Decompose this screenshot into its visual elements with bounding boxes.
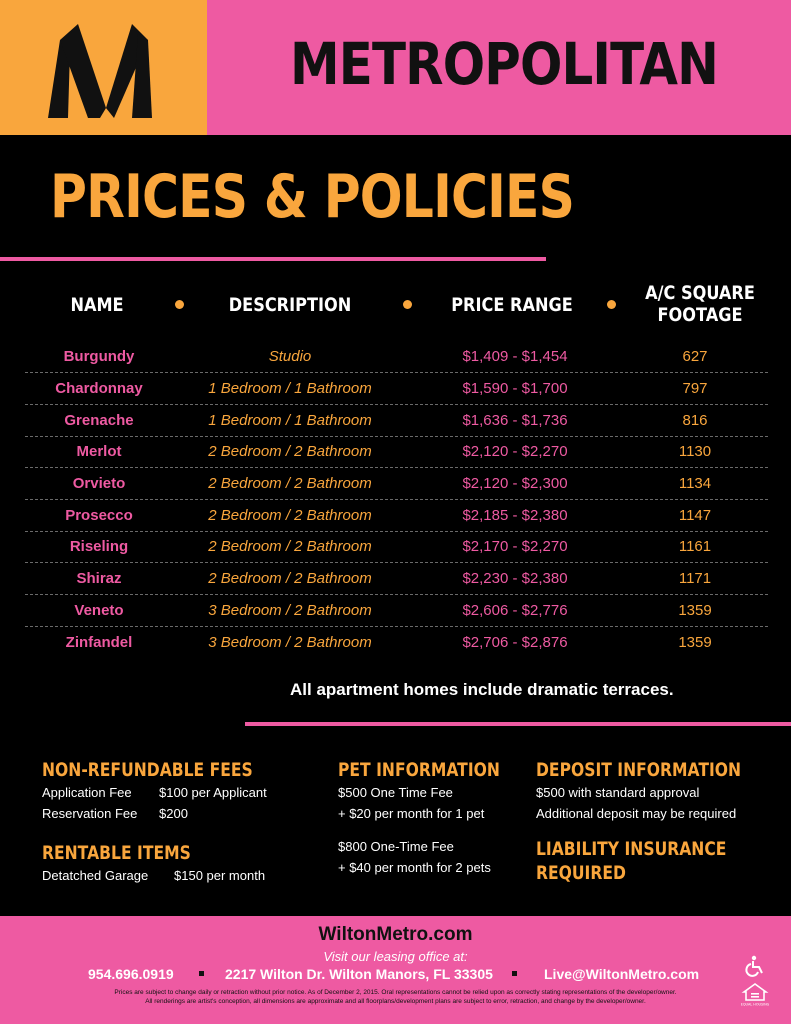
divider xyxy=(0,257,546,261)
unit-name: Burgundy xyxy=(63,348,135,365)
unit-sqft: 797 xyxy=(682,380,708,397)
unit-sqft: 1161 xyxy=(678,538,712,555)
logo xyxy=(0,0,207,135)
reservation-fee-label: Reservation Fee xyxy=(42,806,138,821)
footer xyxy=(0,916,791,1024)
table-row xyxy=(25,341,768,373)
unit-description: 1 Bedroom / 1 Bathroom xyxy=(208,412,372,429)
unit-description: 2 Bedroom / 2 Bathroom xyxy=(208,507,372,524)
insurance-line1: LIABILITY INSURANCE xyxy=(536,838,727,860)
table-row xyxy=(25,627,768,659)
unit-price: $1,590 - $1,700 xyxy=(462,380,568,397)
pet-line: $800 One-Time Fee xyxy=(338,839,454,854)
deposit-heading: DEPOSIT INFORMATION xyxy=(536,759,742,781)
bullet-dot xyxy=(175,300,184,309)
unit-sqft: 1359 xyxy=(678,602,712,619)
divider xyxy=(245,722,791,726)
unit-description: 2 Bedroom / 2 Bathroom xyxy=(208,443,372,460)
unit-price: $2,706 - $2,876 xyxy=(462,634,568,651)
unit-price: $2,606 - $2,776 xyxy=(462,602,568,619)
bullet-dot xyxy=(403,300,412,309)
pet-line: + $20 per month for 1 pet xyxy=(338,806,485,821)
table-row xyxy=(25,468,768,500)
fees-heading: NON-REFUNDABLE FEES xyxy=(42,759,253,781)
unit-name: Merlot xyxy=(76,443,122,460)
reservation-fee-value: $200 xyxy=(159,806,188,821)
disclaimer-line2: All renderings are artist's conception, all dimensions are approximate and all floorplans/development plans are subject to error, retraction, and change by the developer/owner. xyxy=(145,998,646,1005)
disclaimer-line1: Prices are subject to change daily or retraction without prior notice. As of December 2, 2015. Oral representations cannot be relied upon as correctly stating representations of the developer/owner. xyxy=(114,989,677,996)
unit-sqft: 1130 xyxy=(678,443,712,460)
deposit-line: Additional deposit may be required xyxy=(536,806,737,821)
table-row xyxy=(25,405,768,437)
unit-price: $2,185 - $2,380 xyxy=(462,507,568,524)
unit-price: $2,120 - $2,270 xyxy=(462,443,568,460)
insurance-heading xyxy=(536,837,726,885)
insurance-line2: REQUIRED xyxy=(536,862,626,884)
table-row xyxy=(25,595,768,627)
unit-description: 2 Bedroom / 2 Bathroom xyxy=(208,570,372,587)
unit-price: $1,409 - $1,454 xyxy=(462,348,568,365)
metropolitan-logo-icon xyxy=(48,20,158,120)
address: 2217 Wilton Dr. Wilton Manors, FL 33305 xyxy=(225,966,493,982)
garage-label: Detatched Garage xyxy=(42,868,149,883)
unit-description: 3 Bedroom / 2 Bathroom xyxy=(208,634,372,651)
phone-number[interactable]: 954.696.0919 xyxy=(88,966,174,982)
column-header-sqft-line2: FOOTAGE xyxy=(657,304,743,326)
equal-housing-text: EQUAL HOUSING xyxy=(740,1002,770,1007)
column-header-sqft-line1: A/C SQUARE xyxy=(645,282,755,304)
column-header-price: PRICE RANGE xyxy=(451,294,573,316)
separator-dot xyxy=(199,971,204,976)
unit-name: Riseling xyxy=(69,538,129,555)
rentable-heading: RENTABLE ITEMS xyxy=(42,842,191,864)
unit-name: Shiraz xyxy=(76,570,122,587)
brand-name: METROPOLITAN xyxy=(290,30,719,98)
unit-name: Orvieto xyxy=(72,475,126,492)
email-link[interactable]: Live@WiltonMetro.com xyxy=(544,966,700,982)
website-link[interactable]: WiltonMetro.com xyxy=(318,924,473,945)
pet-line: $500 One Time Fee xyxy=(338,785,453,800)
column-header-name: NAME xyxy=(70,294,124,316)
unit-price: $1,636 - $1,736 xyxy=(462,412,568,429)
unit-description: 2 Bedroom / 2 Bathroom xyxy=(208,475,372,492)
accessibility-icon xyxy=(744,955,766,977)
unit-sqft: 627 xyxy=(682,348,708,365)
separator-dot xyxy=(512,971,517,976)
unit-name: Veneto xyxy=(74,602,124,619)
application-fee-label: Application Fee xyxy=(42,785,132,800)
unit-sqft: 1134 xyxy=(678,475,712,492)
column-header-description: DESCRIPTION xyxy=(228,294,352,316)
garage-value: $150 per month xyxy=(174,868,266,883)
unit-description: Studio xyxy=(268,348,312,365)
table-row xyxy=(25,531,768,563)
unit-name: Prosecco xyxy=(65,507,133,524)
unit-sqft: 1171 xyxy=(678,570,712,587)
unit-sqft: 1359 xyxy=(678,634,712,651)
deposit-line: $500 with standard approval xyxy=(536,785,700,800)
table-row xyxy=(25,373,768,405)
unit-sqft: 816 xyxy=(682,412,708,429)
unit-price: $2,170 - $2,270 xyxy=(462,538,568,555)
table-row xyxy=(25,436,768,468)
column-header-sqft xyxy=(645,282,756,326)
bullet-dot xyxy=(607,300,616,309)
pet-line: + $40 per month for 2 pets xyxy=(338,860,491,875)
pet-heading: PET INFORMATION xyxy=(338,759,500,781)
application-fee-value: $100 per Applicant xyxy=(159,785,267,800)
visit-text: Visit our leasing office at: xyxy=(323,949,468,964)
unit-price: $2,120 - $2,300 xyxy=(462,475,568,492)
unit-description: 1 Bedroom / 1 Bathroom xyxy=(208,380,372,397)
equal-housing-icon xyxy=(740,983,770,1007)
terraces-note: All apartment homes include dramatic terraces. xyxy=(290,680,674,699)
unit-name: Chardonnay xyxy=(55,380,143,397)
unit-sqft: 1147 xyxy=(678,507,712,524)
unit-price: $2,230 - $2,380 xyxy=(462,570,568,587)
unit-name: Grenache xyxy=(64,412,134,429)
table-row xyxy=(25,563,768,595)
page-title: PRICES & POLICIES xyxy=(50,162,575,232)
unit-name: Zinfandel xyxy=(65,634,133,651)
table-row xyxy=(25,500,768,532)
unit-description: 2 Bedroom / 2 Bathroom xyxy=(208,538,372,555)
unit-description: 3 Bedroom / 2 Bathroom xyxy=(208,602,372,619)
